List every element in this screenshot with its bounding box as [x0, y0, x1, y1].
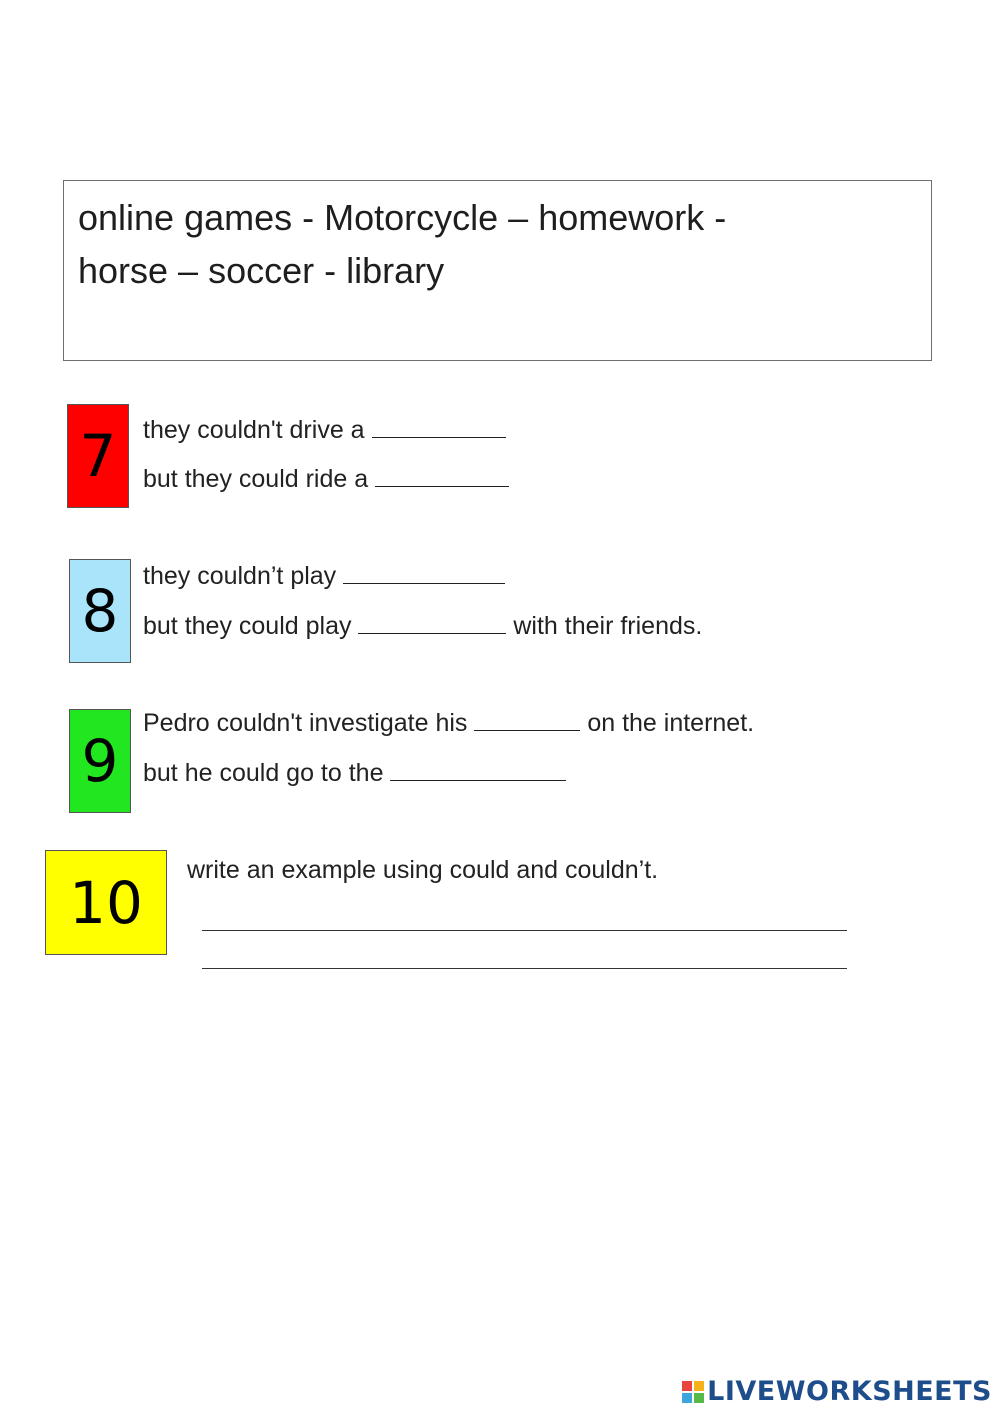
exercise-8-blank-1[interactable] [343, 563, 505, 584]
exercise-9-line-1 [143, 708, 754, 738]
exercise-9-line-1-text: Pedro couldn't investigate his [143, 709, 475, 737]
exercise-9-line-2-text: but he could go to the [143, 759, 391, 787]
exercise-9-line-1-suffix: on the internet. [580, 709, 755, 737]
liveworksheets-brand [682, 1376, 992, 1407]
exercise-7-blank-2[interactable] [375, 466, 509, 487]
exercise-9-number: 9 [69, 709, 131, 813]
exercise-7-line-1 [143, 415, 506, 445]
exercise-8-number: 8 [69, 559, 131, 663]
exercise-10-prompt: write an example using could and couldn’t. [187, 856, 659, 884]
logo-square-red [682, 1381, 692, 1391]
logo-square-green [694, 1393, 704, 1403]
liveworksheets-logo-icon [682, 1381, 704, 1403]
logo-square-blue [682, 1393, 692, 1403]
exercise-10-answer-line-2[interactable] [202, 968, 847, 969]
exercise-7-line-2 [143, 464, 509, 494]
exercise-7-blank-1[interactable] [372, 417, 506, 438]
word-bank-line-1: online games - Motorcycle – homework - [78, 197, 727, 238]
exercise-8-line-1 [143, 561, 505, 591]
exercise-7-line-2-text: but they could ride a [143, 465, 376, 493]
exercise-9-blank-2[interactable] [390, 760, 566, 781]
exercise-9-blank-1[interactable] [474, 710, 580, 731]
brand-text: LIVEWORKSHEETS [707, 1376, 992, 1407]
exercise-7-number: 7 [67, 404, 129, 508]
exercise-10-number: 10 [45, 850, 167, 955]
word-bank-line-2: horse – soccer - library [78, 250, 445, 291]
exercise-8-line-2-suffix: with their friends. [506, 612, 703, 640]
exercise-9-line-2 [143, 758, 566, 788]
exercise-8-line-2 [143, 611, 702, 641]
exercise-8-line-1-text: they couldn’t play [143, 562, 344, 590]
exercise-10-answer-line-1[interactable] [202, 930, 847, 931]
word-bank-box [63, 180, 932, 361]
exercise-7-line-1-text: they couldn't drive a [143, 416, 372, 444]
logo-square-yellow [694, 1381, 704, 1391]
word-bank [78, 191, 891, 297]
exercise-8-line-2-text: but they could play [143, 612, 359, 640]
exercise-8-blank-2[interactable] [358, 613, 506, 634]
